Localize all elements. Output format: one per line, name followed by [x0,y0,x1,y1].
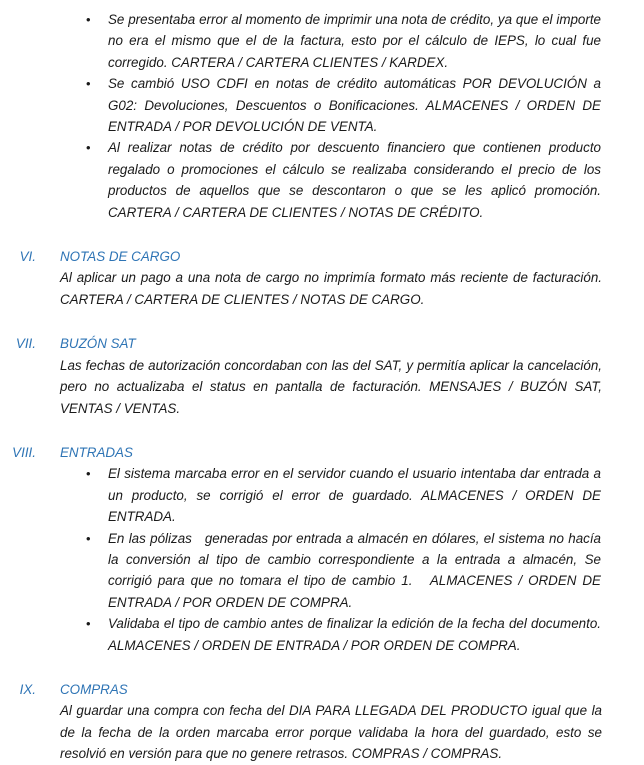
section-compras [0,679,644,765]
document-page [0,9,644,765]
intro-bullet-list [0,9,601,223]
section-body: Las fechas de autorización concordaban con las del SAT, y permitía aplicar la cancelación, pero no actualizaba el status en pantalla de facturación. MENSAJES / BUZÓN SAT, VENTAS / VENTAS. [60,357,602,416]
entradas-bullet-list [0,463,605,656]
section-buzon-sat [0,333,644,419]
list-item [86,613,601,656]
bullet-icon: • [86,616,91,632]
list-item [86,528,605,614]
section-numeral: IX. [19,681,36,697]
list-item [86,463,601,527]
list-item-text: Validaba el tipo de cambio antes de finalizar la edición de la fecha del documento. ALMACENES / ORDEN DE ENTRADA / POR ORDEN DE COMPRA. [108,616,601,653]
section-title: BUZÓN SAT [60,336,136,352]
section-numeral: VIII. [12,444,36,460]
section-title: ENTRADAS [60,444,133,460]
section-entradas [0,442,644,656]
list-item-text: El sistema marcaba error en el servidor cuando el usuario intentaba dar entrada a un producto, se corrigió el error de guardado. ALMACENES / ORDEN DE ENTRADA. [108,466,601,525]
list-item-text: En las pólizas generadas por entrada a almacén en dólares, el sistema no hacía la conversión al tipo de cambio correspondiente a la entrada a almacén, Se corrigió para que no tomara el tipo de cambio 1. ALMACENES / ORDEN DE ENTRADA / POR ORDEN DE COMPRA. [108,530,605,610]
section-body: Al guardar una compra con fecha del DIA PARA LLEGADA DEL PRODUCTO igual que la de la fecha de la orden marcaba error porque validaba la hora del guardado, esto se resolvió en versión para que no genere retrasos. COMPRAS / COMPRAS. [60,703,602,762]
section-numeral: VII. [15,336,36,352]
list-item-text: Se presentaba error al momento de imprimir una nota de crédito, ya que el importe no era el mismo que el de la factura, esto por el cálculo de IEPS, lo cual fue corregido. CARTERA / CARTERA CLIENTES / KARDEX. [108,12,601,70]
section-title: NOTAS DE CARGO [60,249,181,265]
bullet-icon: • [86,466,91,482]
section-body: Al aplicar un pago a una nota de cargo no imprimía formato más reciente de facturación. CARTERA / CARTERA DE CLIENTES / NOTAS DE CARGO. [60,270,602,307]
bullet-icon: • [86,530,91,546]
list-item [86,9,601,73]
bullet-icon: • [86,140,91,156]
bullet-icon: • [86,76,91,92]
section-numeral: VI. [19,249,36,265]
bullet-icon: • [86,12,91,27]
list-item-text: Al realizar notas de crédito por descuento financiero que contienen producto regalado o promociones el cálculo se realizaba considerando el precio de los productos de aquellos que se descontaron o que se les aplicó promoción. CARTERA / CARTERA DE CLIENTES / NOTAS DE CRÉDITO. [108,140,601,220]
list-item [86,137,601,223]
list-item [86,73,601,137]
list-item-text: Se cambió USO CDFI en notas de crédito automáticas POR DEVOLUCIÓN a G02: Devoluciones, Descuentos o Bonificaciones. ALMACENES / ORDEN DE ENTRADA / POR DEVOLUCIÓN DE VENTA. [108,76,601,135]
section-title: COMPRAS [60,681,128,697]
section-notas-de-cargo [0,246,644,310]
